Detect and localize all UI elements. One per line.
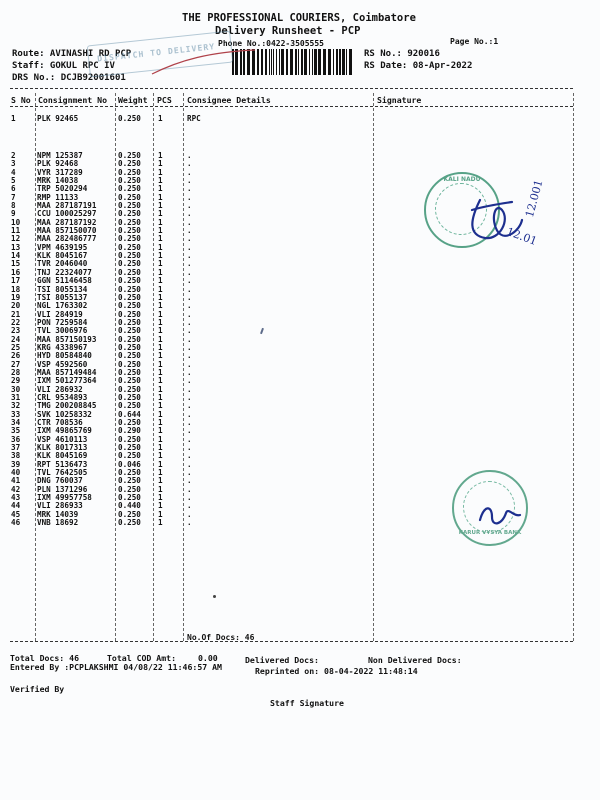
row-sno: 3 bbox=[11, 159, 16, 169]
row-consignment: VSP 4610113 bbox=[37, 434, 88, 444]
row-consignment: VLI 286932 bbox=[37, 384, 83, 394]
row-pcs: 1 bbox=[158, 434, 163, 444]
row-consignment: CRL 9534893 bbox=[37, 392, 88, 402]
row-weight: 0.250 bbox=[118, 176, 141, 186]
row-consignee: . bbox=[187, 509, 192, 519]
table-row bbox=[0, 152, 600, 160]
table-row bbox=[0, 444, 600, 452]
row-weight: 0.290 bbox=[118, 426, 141, 436]
row-sno: 27 bbox=[11, 359, 21, 369]
row-consignee: . bbox=[187, 493, 192, 503]
row-pcs: 1 bbox=[158, 493, 163, 503]
col-header-signature: Signature bbox=[377, 95, 422, 105]
row-weight: 0.250 bbox=[118, 209, 141, 219]
row-consignment: MAA 287187192 bbox=[37, 217, 97, 227]
row-consignment: VPM 4639195 bbox=[37, 242, 88, 252]
row-consignment: VSP 4592560 bbox=[37, 359, 88, 369]
rs-number: RS No.: 920016 bbox=[364, 49, 440, 59]
staff-label: Staff: GOKUL RPC IV bbox=[12, 61, 115, 71]
row-pcs: 1 bbox=[158, 259, 163, 269]
row-pcs: 1 bbox=[158, 376, 163, 386]
table-row bbox=[0, 169, 600, 177]
total-cod-label: Total COD Amt: bbox=[107, 653, 177, 663]
row-consignment: VLI 286933 bbox=[37, 501, 83, 511]
row-consignment: CCU 100025297 bbox=[37, 209, 97, 219]
row-pcs: 1 bbox=[158, 192, 163, 202]
row-weight: 0.250 bbox=[118, 418, 141, 427]
row-weight: 0.250 bbox=[118, 192, 141, 202]
row-pcs: 1 bbox=[158, 114, 163, 123]
row-sno: 36 bbox=[11, 434, 21, 444]
total-cod-value: 0.00 bbox=[198, 653, 218, 663]
row-pcs: 1 bbox=[158, 326, 163, 336]
row-sno: 22 bbox=[11, 317, 21, 327]
row-consignee: . bbox=[187, 284, 192, 294]
ink-speck bbox=[213, 595, 216, 598]
rule-header-bottom bbox=[10, 106, 573, 107]
row-consignment: NGL 1763302 bbox=[37, 301, 88, 311]
row-pcs: 1 bbox=[158, 426, 163, 436]
row-pcs: 1 bbox=[158, 443, 163, 453]
row-pcs: 1 bbox=[158, 159, 163, 169]
row-weight: 0.440 bbox=[118, 501, 141, 511]
handwritten-date-2: 12.01 bbox=[504, 225, 539, 248]
row-sno: 40 bbox=[11, 468, 21, 478]
row-sno: 39 bbox=[11, 459, 21, 469]
row-pcs: 1 bbox=[158, 409, 163, 419]
row-sno: 34 bbox=[11, 418, 21, 427]
row-pcs: 1 bbox=[158, 518, 163, 528]
row-pcs: 1 bbox=[158, 217, 163, 227]
row-weight: 0.250 bbox=[118, 434, 141, 444]
row-weight: 0.250 bbox=[118, 392, 141, 402]
row-consignment: MAA 857150070 bbox=[37, 226, 97, 236]
row-consignment: GGN 51146458 bbox=[37, 276, 92, 286]
row-weight: 0.644 bbox=[118, 409, 141, 419]
row-consignment: MAA 287187191 bbox=[37, 201, 97, 211]
row-pcs: 1 bbox=[158, 476, 163, 486]
row-consignment: RMP 11133 bbox=[37, 192, 79, 202]
page-number: Page No.:1 bbox=[450, 37, 499, 46]
row-sno: 42 bbox=[11, 484, 21, 494]
row-sno: 25 bbox=[11, 342, 21, 352]
row-consignment: MRK 14038 bbox=[37, 176, 79, 186]
row-consignee: . bbox=[187, 184, 192, 194]
row-pcs: 1 bbox=[158, 459, 163, 469]
row-consignment: KRG 4338967 bbox=[37, 342, 88, 352]
table-row bbox=[0, 427, 600, 435]
table-row bbox=[0, 411, 600, 419]
table-row bbox=[0, 436, 600, 444]
row-weight: 0.250 bbox=[118, 284, 141, 294]
row-consignee: . bbox=[187, 434, 192, 444]
row-pcs: 1 bbox=[158, 151, 163, 160]
table-row bbox=[0, 352, 600, 360]
row-weight: 0.250 bbox=[118, 451, 141, 461]
row-pcs: 1 bbox=[158, 468, 163, 478]
row-weight: 0.250 bbox=[118, 376, 141, 386]
row-consignee: . bbox=[187, 209, 192, 219]
row-sno: 32 bbox=[11, 401, 21, 411]
row-weight: 0.046 bbox=[118, 459, 141, 469]
row-weight: 0.250 bbox=[118, 301, 141, 311]
row-pcs: 1 bbox=[158, 501, 163, 511]
row-weight: 0.250 bbox=[118, 114, 141, 123]
row-consignee: . bbox=[187, 359, 192, 369]
entered-by: Entered By :PCPLAKSHMI 04/08/22 11:46:57 AM bbox=[10, 662, 222, 672]
row-consignee: . bbox=[187, 176, 192, 186]
row-consignment: IXM 501277364 bbox=[37, 376, 97, 386]
table-row bbox=[0, 160, 600, 168]
phone-number: Phone No.:0422-3505555 bbox=[218, 39, 324, 48]
handwritten-signature-bottom bbox=[470, 495, 530, 535]
col-header-consignment: Consignment No bbox=[38, 95, 108, 105]
row-weight: 0.250 bbox=[118, 217, 141, 227]
dispatch-stamp-text: DISPATCH TO DELIVERY bbox=[96, 41, 216, 64]
table-row bbox=[0, 319, 600, 327]
row-consignment: MAA 857150193 bbox=[37, 334, 97, 344]
row-weight: 0.250 bbox=[118, 326, 141, 336]
row-weight: 0.250 bbox=[118, 292, 141, 302]
row-weight: 0.250 bbox=[118, 267, 141, 277]
row-weight: 0.250 bbox=[118, 518, 141, 528]
row-pcs: 1 bbox=[158, 367, 163, 377]
row-consignment: IXM 49957758 bbox=[37, 493, 92, 503]
row-pcs: 1 bbox=[158, 317, 163, 327]
col-header-pcs: PCS bbox=[157, 95, 172, 105]
row-pcs: 1 bbox=[158, 359, 163, 369]
row-pcs: 1 bbox=[158, 342, 163, 352]
row-consignment: VYR 317289 bbox=[37, 167, 83, 177]
row-consignment: TVL 7642505 bbox=[37, 468, 88, 478]
row-weight: 0.250 bbox=[118, 351, 141, 361]
verified-by: Verified By bbox=[10, 684, 65, 694]
row-weight: 0.250 bbox=[118, 334, 141, 344]
row-consignee: . bbox=[187, 468, 192, 478]
row-consignee: . bbox=[187, 392, 192, 402]
row-consignment: KLK 8045167 bbox=[37, 251, 88, 261]
row-consignee: . bbox=[187, 518, 192, 528]
row-consignment: TMG 200208845 bbox=[37, 401, 97, 411]
table-row bbox=[0, 114, 600, 123]
row-pcs: 1 bbox=[158, 209, 163, 219]
table-row bbox=[0, 461, 600, 469]
row-sno: 21 bbox=[11, 309, 21, 319]
total-docs: Total Docs: 46 bbox=[10, 653, 80, 663]
row-weight: 0.250 bbox=[118, 342, 141, 352]
row-consignee: . bbox=[187, 342, 192, 352]
row-sno: 28 bbox=[11, 367, 21, 377]
row-consignee: . bbox=[187, 159, 192, 169]
row-consignee: . bbox=[187, 426, 192, 436]
rule-table-bottom bbox=[10, 641, 573, 642]
col-header-sno: S No bbox=[11, 95, 31, 105]
row-pcs: 1 bbox=[158, 242, 163, 252]
row-consignee: . bbox=[187, 501, 192, 511]
row-weight: 0.250 bbox=[118, 359, 141, 369]
row-sno: 13 bbox=[11, 242, 21, 252]
row-sno: 33 bbox=[11, 409, 21, 419]
row-weight: 0.250 bbox=[118, 159, 141, 169]
row-consignee: . bbox=[187, 234, 192, 244]
row-consignee: . bbox=[187, 459, 192, 469]
row-sno: 41 bbox=[11, 476, 21, 486]
row-consignment: MAA 857149484 bbox=[37, 367, 97, 377]
row-sno: 23 bbox=[11, 326, 21, 336]
row-consignee: . bbox=[187, 217, 192, 227]
row-pcs: 1 bbox=[158, 301, 163, 311]
table-row bbox=[0, 277, 600, 285]
row-consignment: HYD 80584840 bbox=[37, 351, 92, 361]
row-weight: 0.250 bbox=[118, 493, 141, 503]
row-weight: 0.250 bbox=[118, 184, 141, 194]
row-consignee: . bbox=[187, 167, 192, 177]
row-pcs: 1 bbox=[158, 351, 163, 361]
row-pcs: 1 bbox=[158, 234, 163, 244]
row-consignment: TRP 5020294 bbox=[37, 184, 88, 194]
row-pcs: 1 bbox=[158, 451, 163, 461]
row-pcs: 1 bbox=[158, 267, 163, 277]
row-sno: 6 bbox=[11, 184, 16, 194]
row-consignee: . bbox=[187, 317, 192, 327]
row-consignee: . bbox=[187, 226, 192, 236]
row-pcs: 1 bbox=[158, 201, 163, 211]
row-weight: 0.250 bbox=[118, 234, 141, 244]
row-sno: 35 bbox=[11, 426, 21, 436]
row-sno: 19 bbox=[11, 292, 21, 302]
table-row bbox=[0, 302, 600, 310]
row-sno: 14 bbox=[11, 251, 21, 261]
row-consignee: . bbox=[187, 267, 192, 277]
table-row bbox=[0, 386, 600, 394]
handwritten-date-1: 12.001 bbox=[522, 178, 546, 219]
rs-date: RS Date: 08-Apr-2022 bbox=[364, 61, 473, 71]
row-sno: 30 bbox=[11, 384, 21, 394]
row-pcs: 1 bbox=[158, 509, 163, 519]
row-weight: 0.250 bbox=[118, 468, 141, 478]
row-sno: 29 bbox=[11, 376, 21, 386]
row-weight: 0.250 bbox=[118, 476, 141, 486]
row-sno: 10 bbox=[11, 217, 21, 227]
row-consignee: . bbox=[187, 334, 192, 344]
row-sno: 15 bbox=[11, 259, 21, 269]
row-consignee: . bbox=[187, 259, 192, 269]
row-consignee: . bbox=[187, 292, 192, 302]
row-consignment: RPT 5136473 bbox=[37, 459, 88, 469]
col-header-weight: Weight bbox=[118, 95, 148, 105]
row-consignee: . bbox=[187, 151, 192, 160]
row-weight: 0.250 bbox=[118, 151, 141, 160]
row-consignee: . bbox=[187, 276, 192, 286]
row-consignee: . bbox=[187, 309, 192, 319]
row-sno: 11 bbox=[11, 226, 21, 236]
row-consignment: DNG 760037 bbox=[37, 476, 83, 486]
row-consignee: RPC bbox=[187, 114, 201, 123]
row-pcs: 1 bbox=[158, 251, 163, 261]
route-label: Route: AVINASHI RD PCP bbox=[12, 49, 132, 59]
bank-stamp-bottom-text: KARUR VYSYA BANK bbox=[458, 530, 522, 536]
row-consignment: TVR 2046040 bbox=[37, 259, 88, 269]
row-weight: 0.250 bbox=[118, 509, 141, 519]
row-pcs: 1 bbox=[158, 184, 163, 194]
row-weight: 0.250 bbox=[118, 259, 141, 269]
row-consignee: . bbox=[187, 301, 192, 311]
bank-stamp-top-text: KALI NADU bbox=[443, 176, 481, 183]
no-of-docs: No.Of Docs: 46 bbox=[187, 633, 255, 642]
row-consignment: PLK 92468 bbox=[37, 159, 79, 169]
row-consignment: TSI 8055137 bbox=[37, 292, 88, 302]
row-sno: 44 bbox=[11, 501, 21, 511]
row-consignee: . bbox=[187, 326, 192, 336]
row-consignee: . bbox=[187, 351, 192, 361]
row-sno: 12 bbox=[11, 234, 21, 244]
row-weight: 0.250 bbox=[118, 276, 141, 286]
row-consignee: . bbox=[187, 484, 192, 494]
row-sno: 38 bbox=[11, 451, 21, 461]
row-sno: 18 bbox=[11, 284, 21, 294]
row-weight: 0.250 bbox=[118, 309, 141, 319]
drs-number: DRS No.: DCJB92001601 bbox=[12, 73, 126, 83]
row-pcs: 1 bbox=[158, 167, 163, 177]
row-consignment: NPM 125387 bbox=[37, 151, 83, 160]
row-weight: 0.250 bbox=[118, 317, 141, 327]
row-weight: 0.250 bbox=[118, 201, 141, 211]
reprinted-on: Reprinted on: 08-04-2022 11:48:14 bbox=[255, 666, 418, 676]
row-sno: 45 bbox=[11, 509, 21, 519]
table-row bbox=[0, 377, 600, 385]
row-pcs: 1 bbox=[158, 401, 163, 411]
row-sno: 17 bbox=[11, 276, 21, 286]
row-sno: 26 bbox=[11, 351, 21, 361]
row-pcs: 1 bbox=[158, 334, 163, 344]
row-consignment: PON 7259584 bbox=[37, 317, 88, 327]
table-row bbox=[0, 311, 600, 319]
row-pcs: 1 bbox=[158, 309, 163, 319]
table-row bbox=[0, 294, 600, 302]
row-pcs: 1 bbox=[158, 276, 163, 286]
row-sno: 37 bbox=[11, 443, 21, 453]
staff-signature: Staff Signature bbox=[270, 698, 344, 708]
row-weight: 0.250 bbox=[118, 367, 141, 377]
row-consignee: . bbox=[187, 242, 192, 252]
row-pcs: 1 bbox=[158, 284, 163, 294]
row-consignee: . bbox=[187, 451, 192, 461]
row-weight: 0.250 bbox=[118, 242, 141, 252]
company-name: THE PROFESSIONAL COURIERS, Coimbatore bbox=[182, 12, 416, 24]
row-consignee: . bbox=[187, 192, 192, 202]
row-pcs: 1 bbox=[158, 384, 163, 394]
row-consignee: . bbox=[187, 418, 192, 427]
row-sno: 8 bbox=[11, 201, 16, 211]
row-consignment: MRK 14039 bbox=[37, 509, 79, 519]
row-consignee: . bbox=[187, 367, 192, 377]
row-consignment: TSI 8055134 bbox=[37, 284, 88, 294]
row-pcs: 1 bbox=[158, 484, 163, 494]
row-consignment: KLK 8045169 bbox=[37, 451, 88, 461]
row-sno: 5 bbox=[11, 176, 16, 186]
row-consignee: . bbox=[187, 384, 192, 394]
row-pcs: 1 bbox=[158, 226, 163, 236]
row-consignment: IXM 49865769 bbox=[37, 426, 92, 436]
row-pcs: 1 bbox=[158, 392, 163, 402]
row-sno: 2 bbox=[11, 151, 16, 160]
rule-top bbox=[10, 88, 573, 89]
row-pcs: 1 bbox=[158, 292, 163, 302]
row-weight: 0.250 bbox=[118, 401, 141, 411]
non-delivered-docs: Non Delivered Docs: bbox=[368, 655, 462, 665]
table-row bbox=[0, 286, 600, 294]
row-weight: 0.250 bbox=[118, 384, 141, 394]
row-sno: 16 bbox=[11, 267, 21, 277]
row-consignee: . bbox=[187, 443, 192, 453]
row-sno: 9 bbox=[11, 209, 16, 219]
row-weight: 0.250 bbox=[118, 167, 141, 177]
row-consignee: . bbox=[187, 376, 192, 386]
row-consignee: . bbox=[187, 201, 192, 211]
row-consignee: . bbox=[187, 476, 192, 486]
row-consignee: . bbox=[187, 401, 192, 411]
row-sno: 1 bbox=[11, 114, 16, 123]
row-sno: 43 bbox=[11, 493, 21, 503]
row-weight: 0.250 bbox=[118, 226, 141, 236]
row-consignment: SVK 10258332 bbox=[37, 409, 92, 419]
row-consignment: TVL 3006976 bbox=[37, 326, 88, 336]
row-weight: 0.250 bbox=[118, 251, 141, 261]
header-scribble-icon bbox=[150, 48, 260, 78]
delivered-docs: Delivered Docs: bbox=[245, 655, 319, 665]
row-consignment: MAA 282486777 bbox=[37, 234, 97, 244]
row-sno: 20 bbox=[11, 301, 21, 311]
table-row bbox=[0, 452, 600, 460]
row-sno: 46 bbox=[11, 518, 21, 528]
row-weight: 0.250 bbox=[118, 484, 141, 494]
row-sno: 4 bbox=[11, 167, 16, 177]
row-consignment: CTR 708536 bbox=[37, 418, 83, 427]
row-weight: 0.250 bbox=[118, 443, 141, 453]
row-consignment: VNB 18692 bbox=[37, 518, 79, 528]
row-consignee: . bbox=[187, 251, 192, 261]
row-sno: 7 bbox=[11, 192, 16, 202]
row-consignment: TNJ 22324077 bbox=[37, 267, 92, 277]
row-pcs: 1 bbox=[158, 176, 163, 186]
row-consignment: VLI 284919 bbox=[37, 309, 83, 319]
row-sno: 31 bbox=[11, 392, 21, 402]
row-consignment: KLK 8017313 bbox=[37, 443, 88, 453]
row-sno: 24 bbox=[11, 334, 21, 344]
document-title: Delivery Runsheet - PCP bbox=[215, 25, 361, 37]
row-consignee: . bbox=[187, 409, 192, 419]
row-consignment: PLN 1371296 bbox=[37, 484, 88, 494]
table-row bbox=[0, 336, 600, 344]
col-header-consignee: Consignee Details bbox=[187, 95, 271, 105]
row-pcs: 1 bbox=[158, 418, 163, 427]
row-consignment: PLK 92465 bbox=[37, 114, 79, 123]
